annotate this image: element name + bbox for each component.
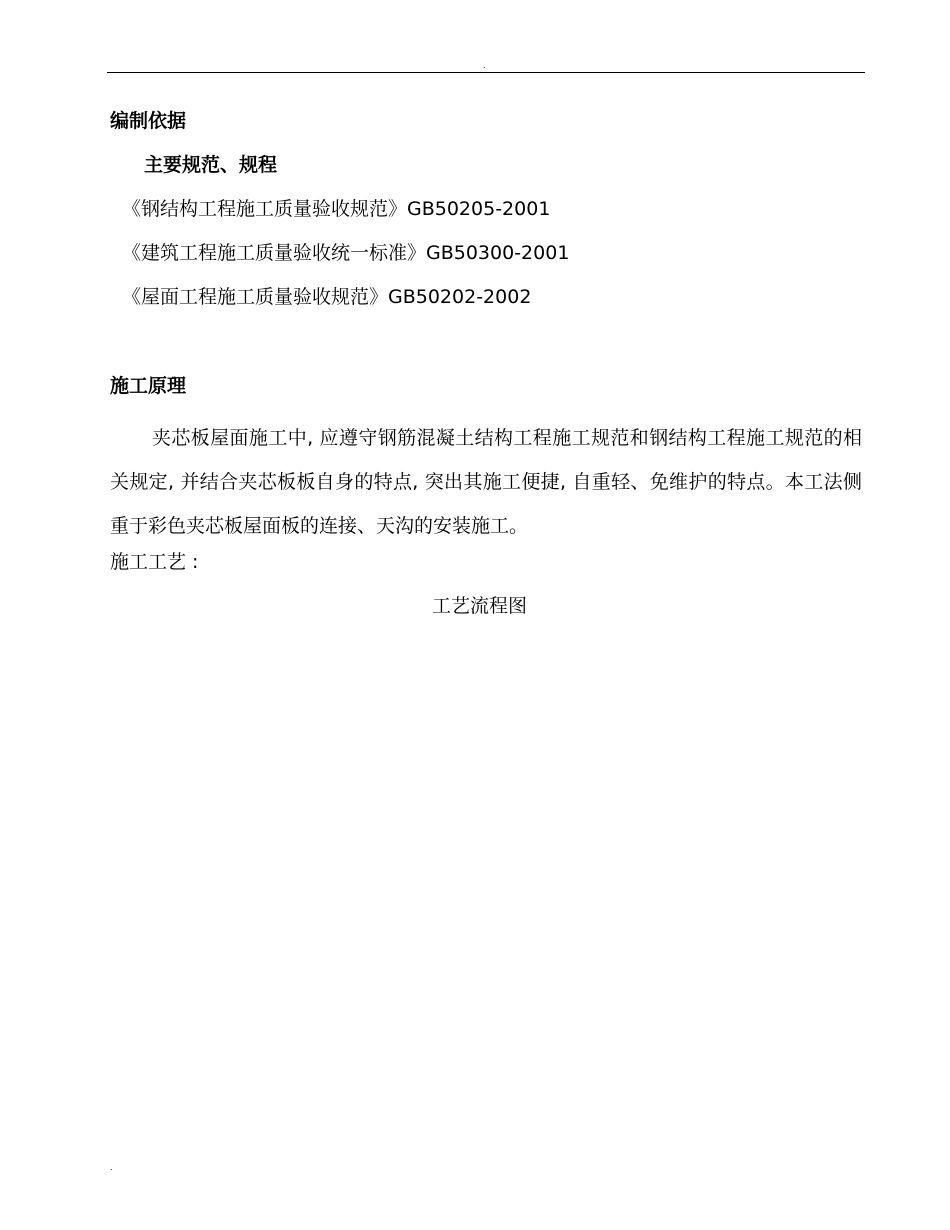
flowchart-title: 工艺流程图 [432,595,528,617]
standard-item: 《建筑工程施工质量验收统一标准》GB50300-2001 [122,242,570,264]
header-mark: . [483,61,486,70]
header-rule [107,72,865,73]
footer-mark: . [110,1163,113,1172]
principle-paragraph: 夹芯板屋面施工中, 应遵守钢筋混凝土结构工程施工规范和钢结构工程施工规范的相关规定, 并结合夹芯板板自身的特点, 突出其施工便捷, 自重轻、免维护的特点。本工法侧重于彩色夹芯板屋面板的连接、天沟的安装施工。 [110,427,862,537]
section-heading-basis: 编制依据 [110,110,187,132]
standard-item: 《钢结构工程施工质量验收规范》GB50205-2001 [122,198,551,220]
process-label: 施工工艺 : [110,551,199,573]
subheading-standards: 主要规范、规程 [144,154,278,176]
standard-item: 《屋面工程施工质量验收规范》GB50202-2002 [122,286,532,308]
section-heading-principle: 施工原理 [110,375,187,397]
